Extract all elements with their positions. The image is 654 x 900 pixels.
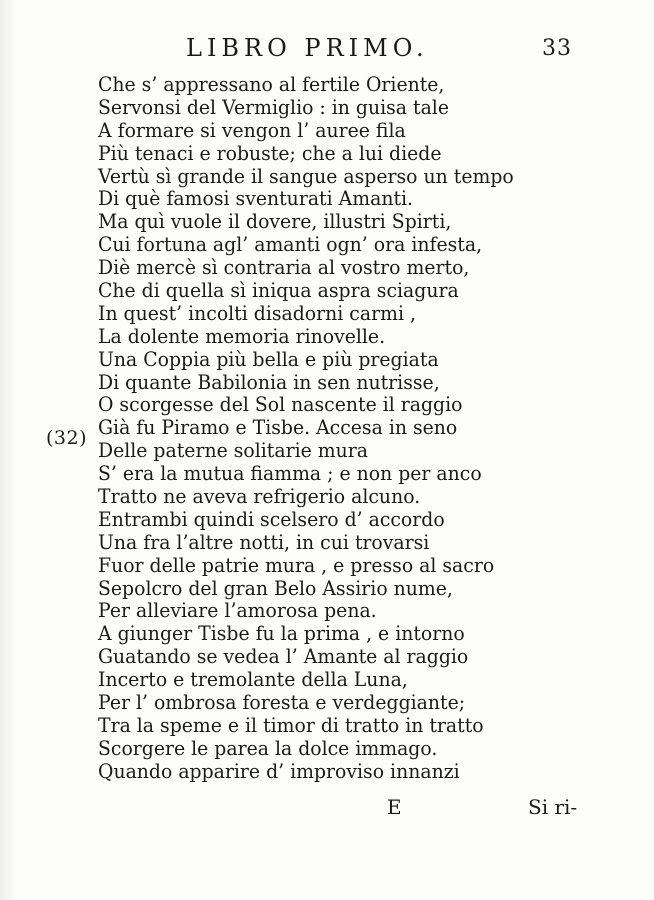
signature-mark: E <box>387 795 402 819</box>
verse-line: Scorgere le parea la dolce immago. <box>98 736 438 760</box>
verse-line: Una Coppia più bella e più pregiata <box>98 347 439 371</box>
verse-line: Delle paterne solitarie mura <box>98 439 368 463</box>
verse-line: In quest’ incolti disadorni carmi , <box>98 301 416 325</box>
verse-line: Tratto ne aveva refrigerio alcuno. <box>98 485 421 509</box>
running-head: LIBRO PRIMO. <box>186 34 429 62</box>
verse-line: Che s’ appressano al fertile Oriente, <box>98 73 445 96</box>
verse-line: Cui fortuna agl’ amanti ogn’ ora infesta, <box>98 233 483 257</box>
verse-line: Di quante Babilonia in sen nutrisse, <box>98 370 440 394</box>
verse-line: Fuor delle patrie mura , e presso al sacro <box>98 553 495 577</box>
verse-line: La dolente memoria rinovelle. <box>98 324 386 348</box>
verse-line: Entrambi quindi scelsero d’ accordo <box>98 507 445 531</box>
verse-line: S’ era la mutua fiamma ; e non per anco <box>98 462 482 486</box>
verse-line: Diè mercè sì contraria al vostro merto, <box>98 256 470 280</box>
verse-line: Di què famosi sventurati Amanti. <box>98 187 414 211</box>
catchword: Si ri- <box>528 795 578 819</box>
verse-line: Per alleviare l’amorosa pena. <box>98 599 377 623</box>
verse-line: Più tenaci e robuste; che a lui diede <box>98 141 442 165</box>
verse-line: Già fu Piramo e Tisbe. Accesa in seno <box>98 416 458 440</box>
verse-line: A giunger Tisbe fu la prima , e intorno <box>98 622 465 646</box>
paper-edge-shading <box>0 0 16 900</box>
verse-line: Quando apparire d’ improviso innanzi <box>98 759 460 783</box>
verse-line: A formare si vengon l’ auree fila <box>98 118 406 142</box>
verse-line: Guatando se vedea l’ Amante al raggio <box>98 645 469 669</box>
verse-line: Per l’ ombrosa foresta e verdeggiante; <box>98 691 466 715</box>
verse-line: O scorgesse del Sol nascente il raggio <box>98 393 463 417</box>
verse-line: Che di quella sì iniqua aspra sciagura <box>98 279 459 303</box>
verse-line: Servonsi del Vermiglio : in guisa tale <box>98 95 449 119</box>
verse-line: Incerto e tremolante della Luna, <box>98 668 408 692</box>
verse-line: Sepolcro del gran Belo Assirio nume, <box>98 576 453 600</box>
note-marker: (32) <box>46 427 88 449</box>
verse-line: Vertù sì grande il sangue asperso un tempo <box>98 164 514 188</box>
page-number: 33 <box>542 36 572 61</box>
verse-line: Tra la speme e il timor di tratto in tratto <box>98 713 484 737</box>
verse-line: Ma quì vuole il dovere, illustri Spirti, <box>98 210 452 234</box>
verse-line: Una fra l’altre notti, in cui trovarsi <box>98 530 430 554</box>
poem-text <box>98 74 538 784</box>
